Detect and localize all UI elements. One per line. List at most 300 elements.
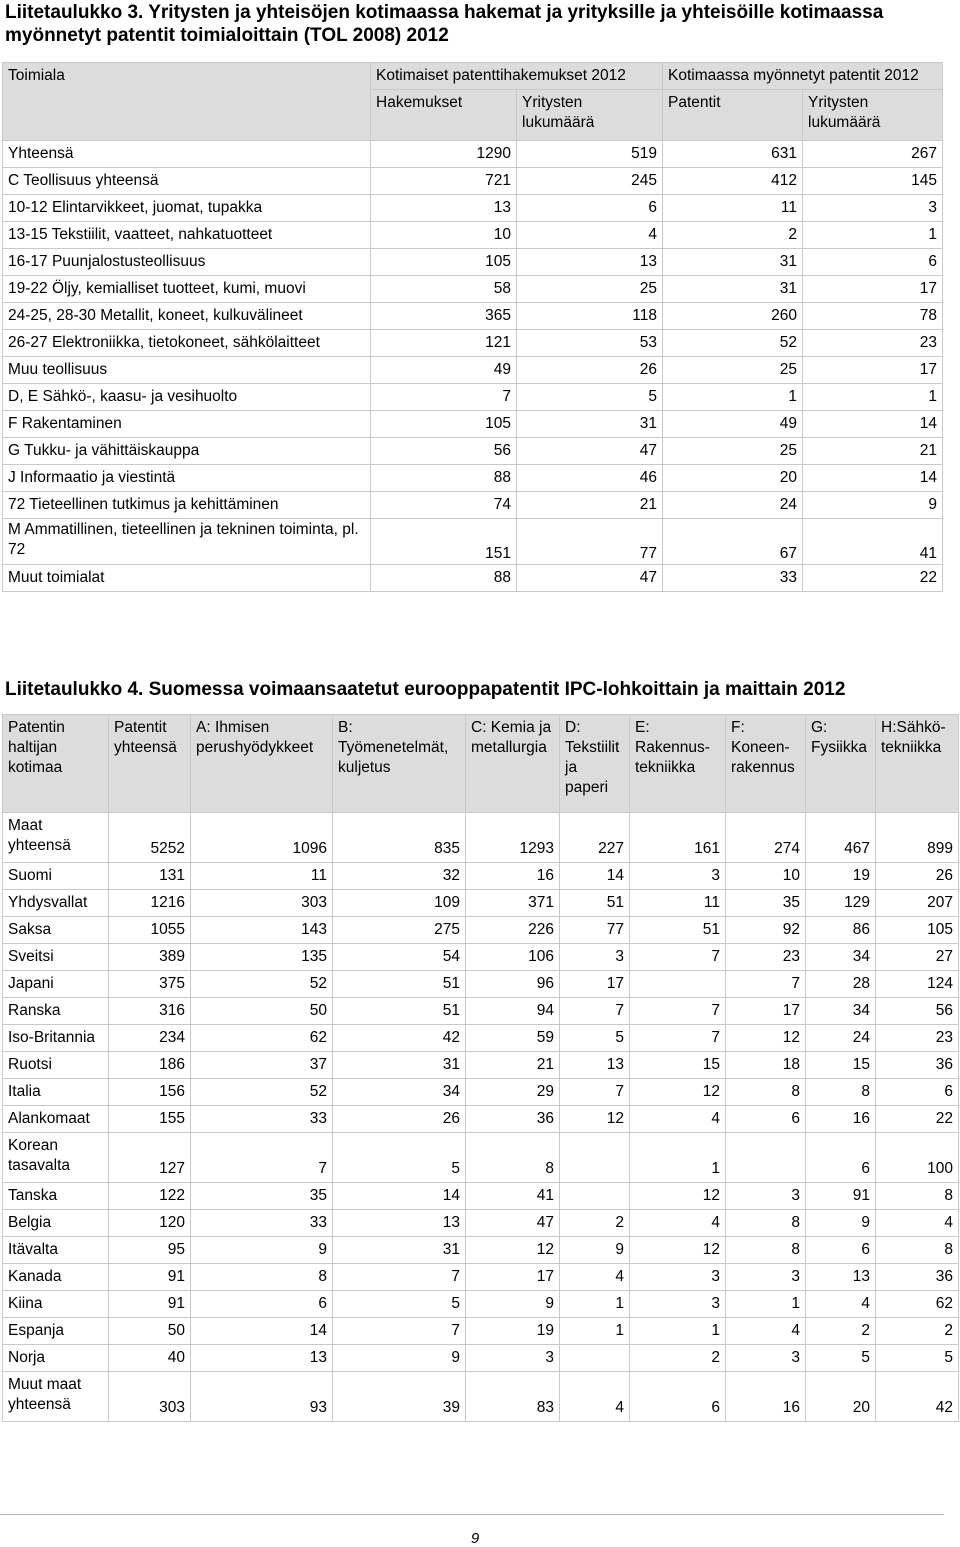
cell-value: 33 — [191, 1210, 333, 1237]
cell-value: 127 — [109, 1133, 191, 1183]
cell-value: 56 — [371, 438, 517, 465]
cell-value: 9 — [803, 492, 943, 519]
page-number: 9 — [470, 1530, 480, 1547]
cell-value: 26 — [333, 1106, 466, 1133]
cell-value: 19 — [806, 863, 876, 890]
cell-value: 245 — [517, 168, 663, 195]
cell-value: 31 — [517, 411, 663, 438]
cell-value: 2 — [630, 1345, 726, 1372]
column-header: B: Työmenetelmät, kuljetus — [333, 715, 466, 813]
table-row — [3, 1079, 959, 1106]
row-label: 10-12 Elintarvikkeet, juomat, tupakka — [3, 195, 371, 222]
row-label: G Tukku- ja vähittäiskauppa — [3, 438, 371, 465]
header-yritysten-lukumaara-1: Yritysten lukumäärä — [517, 90, 663, 141]
cell-value: 721 — [371, 168, 517, 195]
cell-value: 21 — [517, 492, 663, 519]
cell-value: 49 — [371, 357, 517, 384]
cell-value: 9 — [560, 1237, 630, 1264]
cell-value — [726, 1133, 806, 1183]
cell-value: 1 — [560, 1291, 630, 1318]
cell-value: 6 — [726, 1106, 806, 1133]
cell-value: 467 — [806, 813, 876, 863]
cell-value: 124 — [876, 971, 959, 998]
cell-value: 1096 — [191, 813, 333, 863]
table-row — [3, 1133, 959, 1183]
row-label: Ranska — [3, 998, 109, 1025]
cell-value: 3 — [630, 1264, 726, 1291]
cell-value: 33 — [663, 565, 803, 592]
cell-value: 9 — [191, 1237, 333, 1264]
cell-value: 3 — [803, 195, 943, 222]
cell-value: 8 — [876, 1237, 959, 1264]
table-row — [3, 863, 959, 890]
row-label: Iso-Britannia — [3, 1025, 109, 1052]
cell-value: 51 — [630, 917, 726, 944]
cell-value: 22 — [803, 565, 943, 592]
cell-value: 234 — [109, 1025, 191, 1052]
cell-value: 7 — [630, 1025, 726, 1052]
row-label: 19-22 Öljy, kemialliset tuotteet, kumi, muovi — [3, 276, 371, 303]
cell-value: 7 — [630, 944, 726, 971]
cell-value: 11 — [663, 195, 803, 222]
row-label: C Teollisuus yhteensä — [3, 168, 371, 195]
cell-value: 47 — [517, 565, 663, 592]
cell-value: 122 — [109, 1183, 191, 1210]
header-toimiala: Toimiala — [3, 63, 371, 141]
cell-value: 2 — [560, 1210, 630, 1237]
header-group-hakemukset: Kotimaiset patenttihakemukset 2012 — [371, 63, 663, 90]
cell-value: 186 — [109, 1052, 191, 1079]
cell-value: 51 — [333, 971, 466, 998]
cell-value — [560, 1345, 630, 1372]
table-row — [3, 1318, 959, 1345]
cell-value: 31 — [333, 1052, 466, 1079]
cell-value: 5 — [333, 1291, 466, 1318]
cell-value: 227 — [560, 813, 630, 863]
table-row — [3, 1106, 959, 1133]
cell-value: 8 — [726, 1237, 806, 1264]
column-header: Patentin haltijan kotimaa — [3, 715, 109, 813]
cell-value: 3 — [726, 1183, 806, 1210]
cell-value: 17 — [466, 1264, 560, 1291]
cell-value: 24 — [806, 1025, 876, 1052]
table-row — [3, 1210, 959, 1237]
cell-value: 4 — [517, 222, 663, 249]
cell-value: 14 — [333, 1183, 466, 1210]
cell-value: 365 — [371, 303, 517, 330]
cell-value: 303 — [109, 1372, 191, 1422]
cell-value: 1 — [630, 1133, 726, 1183]
table-row — [3, 565, 943, 592]
table-row — [3, 195, 943, 222]
row-label: Saksa — [3, 917, 109, 944]
cell-value: 25 — [663, 438, 803, 465]
cell-value: 13 — [806, 1264, 876, 1291]
row-label: 72 Tieteellinen tutkimus ja kehittäminen — [3, 492, 371, 519]
cell-value: 5 — [560, 1025, 630, 1052]
cell-value: 4 — [726, 1318, 806, 1345]
cell-value: 109 — [333, 890, 466, 917]
cell-value: 4 — [630, 1106, 726, 1133]
cell-value: 36 — [876, 1052, 959, 1079]
cell-value: 14 — [560, 863, 630, 890]
cell-value: 92 — [726, 917, 806, 944]
cell-value: 120 — [109, 1210, 191, 1237]
row-label: D, E Sähkö-, kaasu- ja vesihuolto — [3, 384, 371, 411]
cell-value: 54 — [333, 944, 466, 971]
cell-value: 25 — [663, 357, 803, 384]
column-header: F: Koneen-rakennus — [726, 715, 806, 813]
cell-value: 35 — [191, 1183, 333, 1210]
row-label: Alankomaat — [3, 1106, 109, 1133]
table-row — [3, 1052, 959, 1079]
cell-value: 27 — [876, 944, 959, 971]
cell-value: 1 — [726, 1291, 806, 1318]
cell-value: 7 — [333, 1318, 466, 1345]
column-header: G: Fysiikka — [806, 715, 876, 813]
table-row — [3, 276, 943, 303]
cell-value: 5 — [333, 1133, 466, 1183]
cell-value: 17 — [803, 357, 943, 384]
column-header: C: Kemia ja metallurgia — [466, 715, 560, 813]
table-row — [3, 1372, 959, 1422]
table4 — [2, 714, 959, 1422]
table-row — [3, 303, 943, 330]
cell-value: 389 — [109, 944, 191, 971]
cell-value: 3 — [726, 1345, 806, 1372]
cell-value: 51 — [560, 890, 630, 917]
cell-value: 86 — [806, 917, 876, 944]
cell-value: 91 — [109, 1291, 191, 1318]
cell-value: 47 — [466, 1210, 560, 1237]
row-label: Ruotsi — [3, 1052, 109, 1079]
footer-divider — [0, 1514, 944, 1515]
cell-value: 11 — [630, 890, 726, 917]
table-row — [3, 330, 943, 357]
cell-value: 10 — [726, 863, 806, 890]
cell-value: 31 — [663, 276, 803, 303]
cell-value: 29 — [466, 1079, 560, 1106]
table-row — [3, 492, 943, 519]
cell-value: 129 — [806, 890, 876, 917]
table-row — [3, 168, 943, 195]
cell-value: 12 — [630, 1237, 726, 1264]
cell-value: 100 — [876, 1133, 959, 1183]
row-label: Belgia — [3, 1210, 109, 1237]
row-label: J Informaatio ja viestintä — [3, 465, 371, 492]
row-label: Maat yhteensä — [3, 813, 109, 863]
table3 — [2, 62, 943, 592]
cell-value: 12 — [726, 1025, 806, 1052]
cell-value: 13 — [333, 1210, 466, 1237]
cell-value: 52 — [191, 1079, 333, 1106]
cell-value: 8 — [876, 1183, 959, 1210]
cell-value: 20 — [663, 465, 803, 492]
cell-value: 91 — [806, 1183, 876, 1210]
table-row — [3, 438, 943, 465]
cell-value: 105 — [371, 249, 517, 276]
cell-value: 105 — [371, 411, 517, 438]
table-row — [3, 813, 959, 863]
cell-value: 53 — [517, 330, 663, 357]
cell-value: 151 — [371, 519, 517, 565]
column-header: Patentit yhteensä — [109, 715, 191, 813]
cell-value — [560, 1183, 630, 1210]
cell-value: 156 — [109, 1079, 191, 1106]
cell-value: 23 — [876, 1025, 959, 1052]
row-label: Itävalta — [3, 1237, 109, 1264]
row-label: 13-15 Tekstiilit, vaatteet, nahkatuotteet — [3, 222, 371, 249]
row-label: 26-27 Elektroniikka, tietokoneet, sähkölaitteet — [3, 330, 371, 357]
table4-title: Liitetaulukko 4. Suomessa voimaansaatetut eurooppapatentit IPC-lohkoittain ja maittain 2012 — [5, 679, 846, 700]
cell-value: 26 — [517, 357, 663, 384]
cell-value: 31 — [663, 249, 803, 276]
cell-value: 9 — [333, 1345, 466, 1372]
cell-value: 371 — [466, 890, 560, 917]
cell-value: 135 — [191, 944, 333, 971]
cell-value: 2 — [876, 1318, 959, 1345]
cell-value: 8 — [191, 1264, 333, 1291]
cell-value: 42 — [876, 1372, 959, 1422]
cell-value: 1 — [803, 222, 943, 249]
cell-value: 17 — [803, 276, 943, 303]
cell-value: 67 — [663, 519, 803, 565]
row-label: F Rakentaminen — [3, 411, 371, 438]
table3-body — [3, 141, 943, 592]
cell-value: 3 — [560, 944, 630, 971]
cell-value: 631 — [663, 141, 803, 168]
cell-value: 22 — [876, 1106, 959, 1133]
cell-value: 412 — [663, 168, 803, 195]
row-label: Yhdysvallat — [3, 890, 109, 917]
cell-value: 96 — [466, 971, 560, 998]
row-label: Muu teollisuus — [3, 357, 371, 384]
cell-value: 13 — [560, 1052, 630, 1079]
cell-value: 37 — [191, 1052, 333, 1079]
table-row — [3, 1025, 959, 1052]
cell-value: 36 — [466, 1106, 560, 1133]
cell-value: 18 — [726, 1052, 806, 1079]
cell-value: 33 — [191, 1106, 333, 1133]
cell-value: 12 — [466, 1237, 560, 1264]
cell-value: 91 — [109, 1264, 191, 1291]
cell-value: 52 — [663, 330, 803, 357]
cell-value: 10 — [371, 222, 517, 249]
table-row — [3, 944, 959, 971]
header-hakemukset: Hakemukset — [371, 90, 517, 141]
cell-value: 35 — [726, 890, 806, 917]
cell-value: 95 — [109, 1237, 191, 1264]
row-label: Korean tasavalta — [3, 1133, 109, 1183]
row-label: Yhteensä — [3, 141, 371, 168]
cell-value: 51 — [333, 998, 466, 1025]
cell-value: 8 — [726, 1210, 806, 1237]
cell-value: 3 — [466, 1345, 560, 1372]
cell-value: 62 — [191, 1025, 333, 1052]
table-row — [3, 411, 943, 438]
cell-value: 5 — [876, 1345, 959, 1372]
cell-value: 78 — [803, 303, 943, 330]
cell-value: 260 — [663, 303, 803, 330]
cell-value: 274 — [726, 813, 806, 863]
table-row — [3, 1237, 959, 1264]
row-label: Tanska — [3, 1183, 109, 1210]
cell-value: 6 — [806, 1133, 876, 1183]
row-label: 24-25, 28-30 Metallit, koneet, kulkuvälineet — [3, 303, 371, 330]
cell-value: 62 — [876, 1291, 959, 1318]
table4-body — [3, 813, 959, 1422]
cell-value: 41 — [803, 519, 943, 565]
cell-value: 47 — [517, 438, 663, 465]
cell-value — [630, 971, 726, 998]
cell-value: 2 — [806, 1318, 876, 1345]
cell-value: 25 — [517, 276, 663, 303]
cell-value: 34 — [333, 1079, 466, 1106]
column-header: H:Sähkö-tekniikka — [876, 715, 959, 813]
cell-value: 106 — [466, 944, 560, 971]
cell-value: 7 — [560, 1079, 630, 1106]
table-row — [3, 249, 943, 276]
row-label: M Ammatillinen, tieteellinen ja tekninen toiminta, pl. 72 — [3, 519, 371, 565]
table-row — [3, 917, 959, 944]
cell-value: 1 — [630, 1318, 726, 1345]
cell-value: 17 — [560, 971, 630, 998]
cell-value: 7 — [560, 998, 630, 1025]
row-label: Kiina — [3, 1291, 109, 1318]
row-label: Espanja — [3, 1318, 109, 1345]
cell-value: 7 — [333, 1264, 466, 1291]
table-row — [3, 971, 959, 998]
cell-value: 835 — [333, 813, 466, 863]
row-label: Italia — [3, 1079, 109, 1106]
cell-value: 31 — [333, 1237, 466, 1264]
column-header: A: Ihmisen perushyödykkeet — [191, 715, 333, 813]
cell-value: 4 — [560, 1372, 630, 1422]
cell-value: 17 — [726, 998, 806, 1025]
cell-value: 3 — [630, 1291, 726, 1318]
column-header: D: Tekstiilit ja paperi — [560, 715, 630, 813]
cell-value: 2 — [663, 222, 803, 249]
cell-value: 5 — [517, 384, 663, 411]
table-row — [3, 465, 943, 492]
cell-value: 275 — [333, 917, 466, 944]
cell-value: 74 — [371, 492, 517, 519]
table-row — [3, 141, 943, 168]
row-label: Norja — [3, 1345, 109, 1372]
cell-value: 39 — [333, 1372, 466, 1422]
cell-value: 316 — [109, 998, 191, 1025]
cell-value: 28 — [806, 971, 876, 998]
cell-value: 52 — [191, 971, 333, 998]
cell-value: 6 — [876, 1079, 959, 1106]
cell-value: 375 — [109, 971, 191, 998]
cell-value: 12 — [630, 1183, 726, 1210]
column-header: E: Rakennus-tekniikka — [630, 715, 726, 813]
cell-value: 1055 — [109, 917, 191, 944]
cell-value: 14 — [803, 411, 943, 438]
cell-value: 1 — [803, 384, 943, 411]
cell-value: 519 — [517, 141, 663, 168]
row-label: Muut toimialat — [3, 565, 371, 592]
header-yritysten-lukumaara-2: Yritysten lukumäärä — [803, 90, 943, 141]
cell-value: 161 — [630, 813, 726, 863]
cell-value: 4 — [630, 1210, 726, 1237]
cell-value: 59 — [466, 1025, 560, 1052]
cell-value: 145 — [803, 168, 943, 195]
table-row — [3, 1264, 959, 1291]
cell-value: 5 — [806, 1345, 876, 1372]
cell-value: 12 — [630, 1079, 726, 1106]
row-label: Sveitsi — [3, 944, 109, 971]
cell-value: 131 — [109, 863, 191, 890]
cell-value: 5252 — [109, 813, 191, 863]
table-row — [3, 519, 943, 565]
cell-value: 34 — [806, 998, 876, 1025]
cell-value: 7 — [726, 971, 806, 998]
cell-value: 23 — [803, 330, 943, 357]
cell-value: 6 — [806, 1237, 876, 1264]
table-row — [3, 890, 959, 917]
cell-value: 20 — [806, 1372, 876, 1422]
cell-value: 4 — [806, 1291, 876, 1318]
cell-value: 143 — [191, 917, 333, 944]
cell-value: 1 — [560, 1318, 630, 1345]
table-row — [3, 384, 943, 411]
cell-value: 12 — [560, 1106, 630, 1133]
cell-value: 26 — [876, 863, 959, 890]
cell-value: 4 — [560, 1264, 630, 1291]
cell-value: 42 — [333, 1025, 466, 1052]
cell-value: 1 — [663, 384, 803, 411]
row-label: Suomi — [3, 863, 109, 890]
cell-value: 9 — [806, 1210, 876, 1237]
cell-value: 40 — [109, 1345, 191, 1372]
cell-value: 19 — [466, 1318, 560, 1345]
cell-value: 6 — [630, 1372, 726, 1422]
row-label: Japani — [3, 971, 109, 998]
cell-value: 24 — [663, 492, 803, 519]
cell-value: 6 — [517, 195, 663, 222]
cell-value: 3 — [630, 863, 726, 890]
cell-value: 15 — [806, 1052, 876, 1079]
cell-value: 34 — [806, 944, 876, 971]
row-label: Kanada — [3, 1264, 109, 1291]
cell-value: 16 — [806, 1106, 876, 1133]
cell-value: 303 — [191, 890, 333, 917]
cell-value: 226 — [466, 917, 560, 944]
cell-value: 88 — [371, 465, 517, 492]
cell-value: 6 — [191, 1291, 333, 1318]
cell-value: 121 — [371, 330, 517, 357]
cell-value: 8 — [726, 1079, 806, 1106]
header-patentit: Patentit — [663, 90, 803, 141]
cell-value: 118 — [517, 303, 663, 330]
table3-title: Liitetaulukko 3. Yritysten ja yhteisöjen kotimaassa hakemat ja yrityksille ja yhteisöille kotimaassa myönnetyt patentit toimialoittain (TOL 2008) 2012 — [5, 2, 884, 46]
cell-value: 7 — [630, 998, 726, 1025]
cell-value: 4 — [876, 1210, 959, 1237]
table-row — [3, 1291, 959, 1318]
cell-value: 207 — [876, 890, 959, 917]
cell-value: 50 — [109, 1318, 191, 1345]
cell-value: 21 — [466, 1052, 560, 1079]
row-label: Muut maat yhteensä — [3, 1372, 109, 1422]
table-row — [3, 357, 943, 384]
cell-value: 155 — [109, 1106, 191, 1133]
cell-value: 83 — [466, 1372, 560, 1422]
cell-value: 13 — [371, 195, 517, 222]
cell-value: 16 — [466, 863, 560, 890]
cell-value: 13 — [191, 1345, 333, 1372]
